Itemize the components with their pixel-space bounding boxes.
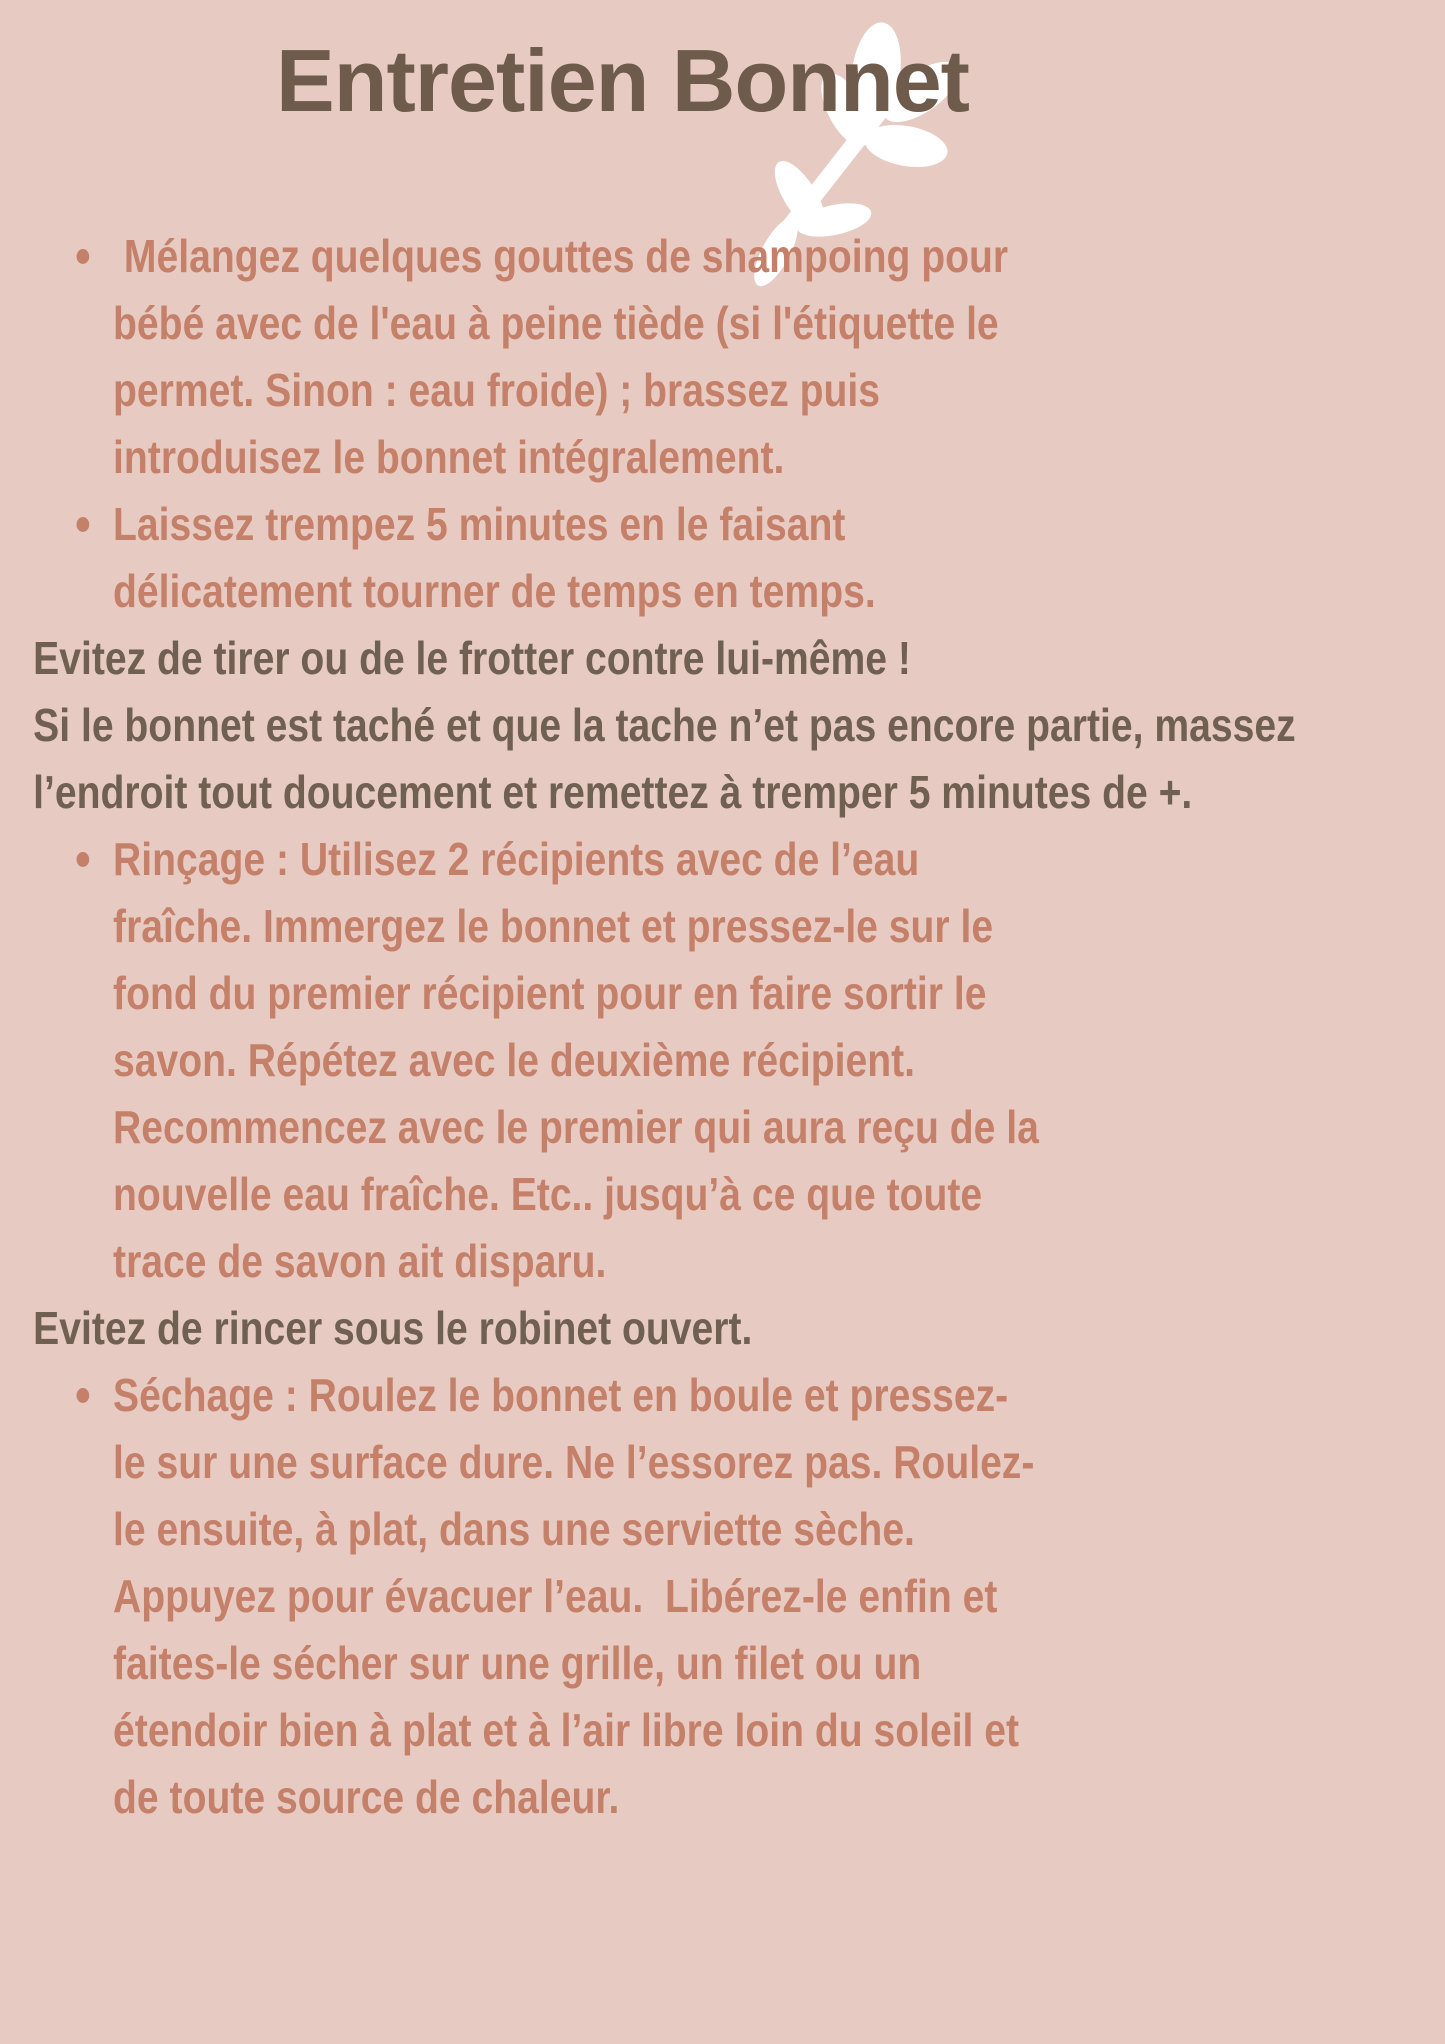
stain-treatment-note: Si le bonnet est taché et que la tache n’et pas encore partie, massez l’endroit tout doucement et remettez à tremper 5 minutes de +.	[33, 699, 1307, 819]
rinse-step: Rinçage : Utilisez 2 récipients avec de l’eau fraîche. Immergez le bonnet et pressez-le sur le fond du premier récipient pour en faire sortir le savon. Répétez avec le deuxième récipient. Recommencez avec le premier qui aura reçu de la nouvelle eau fraîche. Etc.. jusqu’à ce que toute trace de savon ait disparu.	[75, 826, 1040, 1295]
dry-steps-list	[75, 1362, 1040, 1831]
instructions-body	[0, 223, 1445, 1831]
warning-no-tap-rinse: Evitez de rincer sous le robinet ouvert.	[33, 1302, 753, 1355]
wash-step-soak: Laissez trempez 5 minutes en le faisant délicatement tourner de temps en temps.	[75, 491, 1040, 625]
page-title: Entretien Bonnet	[276, 31, 969, 130]
wash-steps-list	[75, 223, 1040, 625]
wash-step-mix: Mélangez quelques gouttes de shampoing pour bébé avec de l'eau à peine tiède (si l'étiquette le permet. Sinon : eau froide) ; brassez puis introduisez le bonnet intégralement.	[75, 223, 1040, 491]
rinse-steps-list	[75, 826, 1050, 1295]
dry-step: Séchage : Roulez le bonnet en boule et pressez-le sur une surface dure. Ne l’essorez pas. Roulez-le ensuite, à plat, dans une serviette sèche. Appuyez pour évacuer l’eau. Libérez-le enfin et faites-le sécher sur une grille, un filet ou un étendoir bien à plat et à l’air libre loin du soleil et de toute source de chaleur.	[75, 1362, 1040, 1831]
warning-no-rubbing: Evitez de tirer ou de le frotter contre lui-même !	[33, 632, 911, 685]
